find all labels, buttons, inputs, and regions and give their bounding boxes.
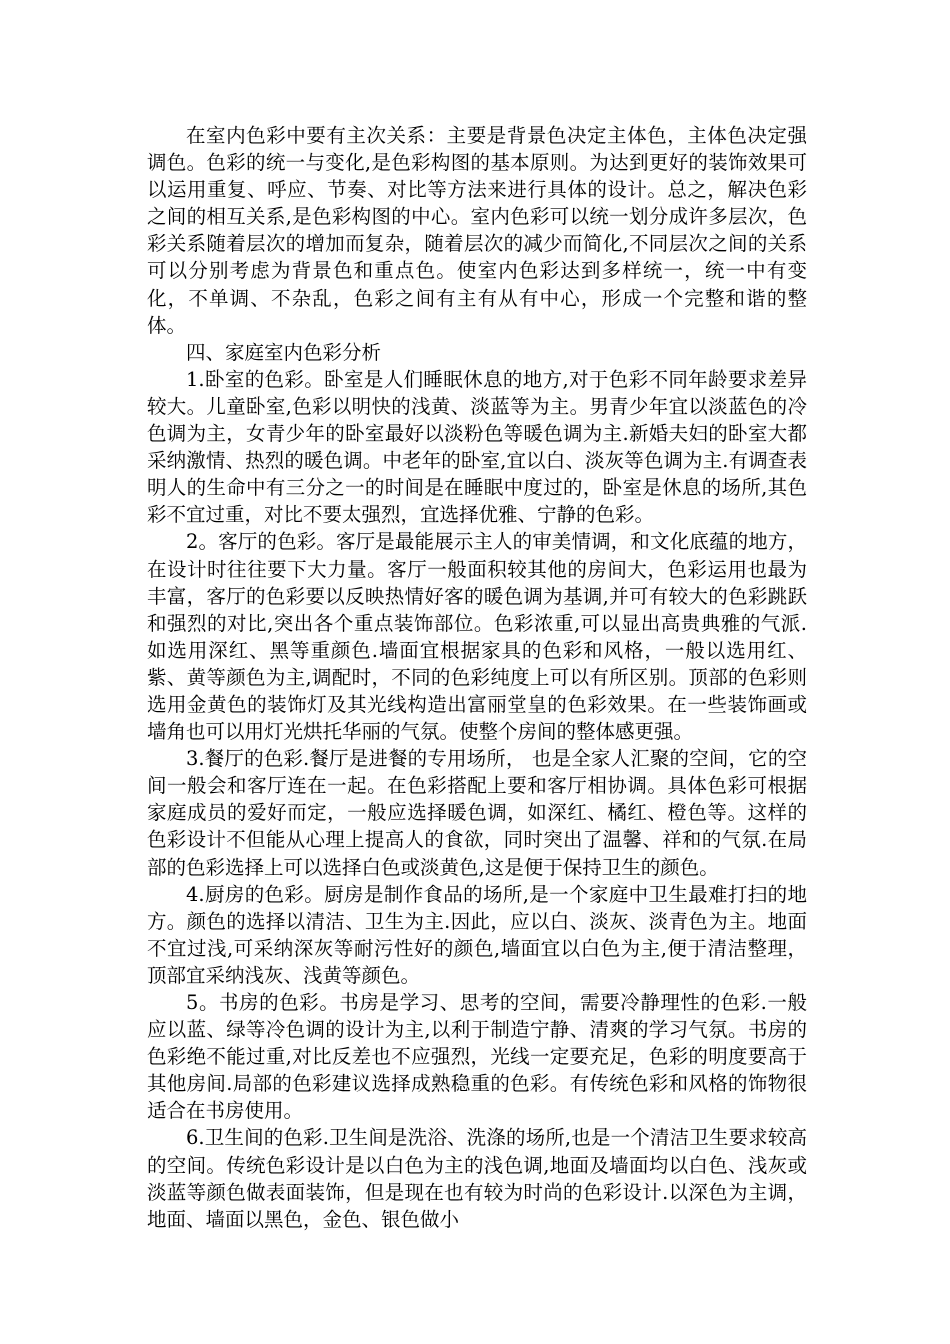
paragraph-living-room: 2。客厅的色彩。客厅是最能展示主人的审美情调，和文化底蕴的地方，在设计时往往要下大力量。客厅一般面积较其他的房间大，色彩运用也最为丰富，客厅的色彩要以反映热情好客的暖色调为基调,并可有较大的色彩跳跃和强烈的对比,突出各个重点装饰部位。色彩浓重,可以显出高贵典雅的气派.如选用深红、黑等重颜色.墙面宜根据家具的色彩和风格，一般以选用红、紫、黄等颜色为主,调配时，不同的色彩纯度上可以有所区别。顶部的色彩则选用金黄色的装饰灯及其光线构造出富丽堂皇的色彩效果。在一些装饰画或墙角也可以用灯光烘托华丽的气氛。使整个房间的整体感更强。 bbox=[147, 530, 807, 744]
paragraph-bathroom: 6.卫生间的色彩.卫生间是洗浴、洗涤的场所,也是一个清洁卫生要求较高的空间。传统色彩设计是以白色为主的浅色调,地面及墙面均以白色、浅灰或淡蓝等颜色做表面装饰，但是现在也有较为时尚的色彩设计.以深色为主调，地面、墙面以黑色，金色、银色做小 bbox=[147, 1126, 807, 1231]
paragraph-kitchen: 4.厨房的色彩。厨房是制作食品的场所,是一个家庭中卫生最难打扫的地方。颜色的选择以清洁、卫生为主.因此，应以白、淡灰、淡青色为主。地面不宜过浅,可采纳深灰等耐污性好的颜色,墙面宜以白色为主,便于清洁整理，顶部宜采纳浅灰、浅黄等颜色。 bbox=[147, 882, 807, 987]
paragraph-color-hierarchy: 在室内色彩中要有主次关系：主要是背景色决定主体色，主体色决定强调色。色彩的统一与变化,是色彩构图的基本原则。为达到更好的装饰效果可以运用重复、呼应、节奏、对比等方法来进行具体的设计。总之，解决色彩之间的相互关系,是色彩构图的中心。室内色彩可以统一划分成许多层次，色彩关系随着层次的增加而复杂，随着层次的减少而简化,不同层次之间的关系可以分别考虑为背景色和重点色。使室内色彩达到多样统一，统一中有变化，不单调、不杂乱，色彩之间有主有从有中心，形成一个完整和谐的整体。 bbox=[147, 124, 807, 337]
paragraph-dining-room: 3.餐厅的色彩.餐厅是进餐的专用场所， 也是全家人汇聚的空间，它的空间一般会和客厅连在一起。在色彩搭配上要和客厅相协调。具体色彩可根据家庭成员的爱好而定，一般应选择暖色调，如深红、橘红、橙色等。这样的色彩设计不但能从心理上提高人的食欲，同时突出了温馨、祥和的气氛.在局部的色彩选择上可以选择白色或淡黄色,这是便于保持卫生的颜色。 bbox=[147, 747, 807, 879]
paragraph-bedroom: 1.卧室的色彩。卧室是人们睡眠休息的地方,对于色彩不同年龄要求差异较大。儿童卧室,色彩以明快的浅黄、淡蓝等为主。男青少年宜以淡蓝色的冷色调为主，女青少年的卧室最好以淡粉色等暖色调为主.新婚夫妇的卧室大都采纳激情、热烈的暖色调。中老年的卧室,宜以白、淡灰等色调为主.有调查表明人的生命中有三分之一的时间是在睡眠中度过的，卧室是休息的场所,其色彩不宜过重，对比不要太强烈，宜选择优雅、宁静的色彩。 bbox=[147, 367, 807, 527]
section-heading-home-color-analysis: 四、家庭室内色彩分析 bbox=[186, 340, 382, 364]
document-body bbox=[147, 122, 807, 1233]
paragraph-study: 5。书房的色彩。书房是学习、思考的空间，需要冷静理性的色彩.一般应以蓝、绿等冷色调的设计为主,以利于制造宁静、清爽的学习气氛。书房的色彩绝不能过重,对比反差也不应强烈，光线一定要充足，色彩的明度要高于其他房间.局部的色彩建议选择成熟稳重的色彩。有传统色彩和风格的饰物很适合在书房使用。 bbox=[147, 991, 807, 1123]
